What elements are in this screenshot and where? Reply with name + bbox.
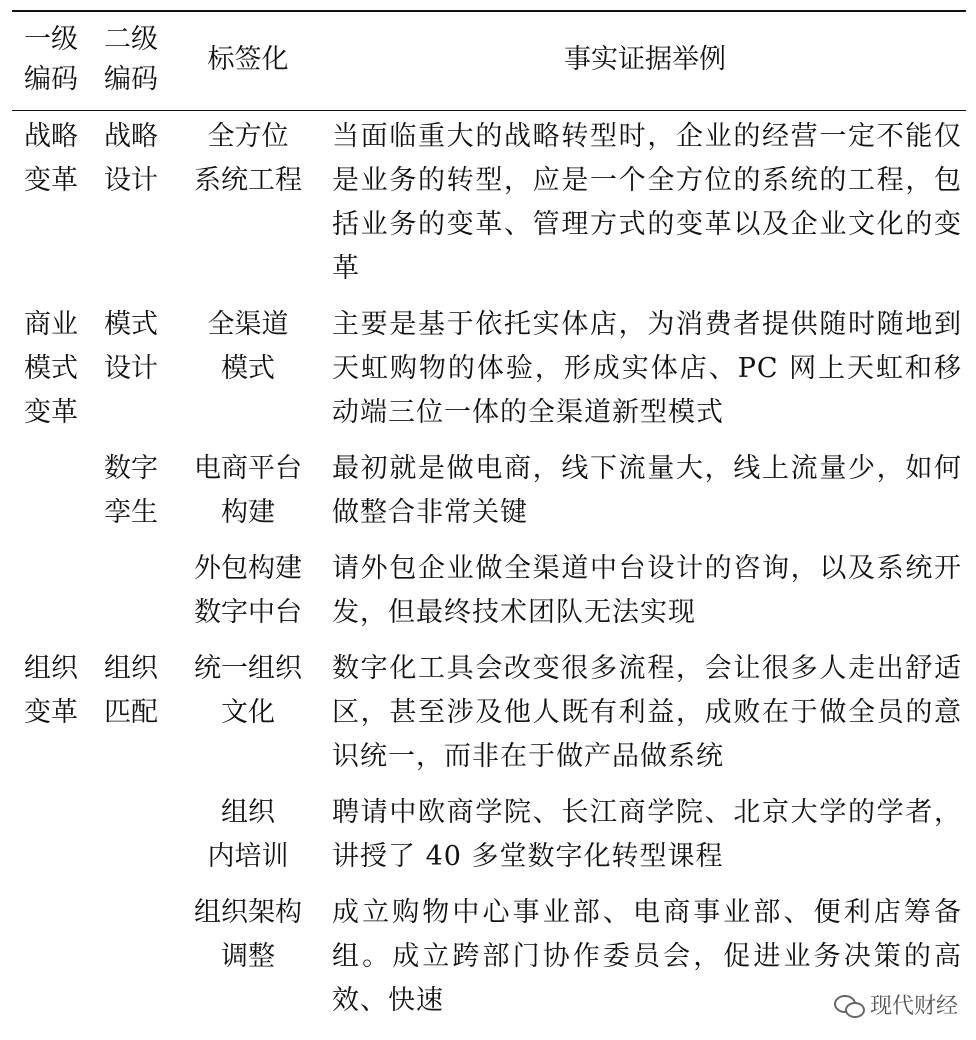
- cell-level2: 战略 设计: [104, 121, 158, 196]
- table-row: [12, 643, 966, 787]
- cell-level1: 组织 变革: [24, 653, 78, 728]
- coding-table: [12, 10, 966, 1031]
- cell-evidence: 请外包企业做全渠道中台设计的咨询，以及系统开发，但最终技术团队无法实现: [332, 553, 962, 628]
- table-row: [12, 443, 966, 543]
- cell-level1: [12, 787, 90, 887]
- table-row: [12, 299, 966, 443]
- cell-tag: 统一组织 文化: [194, 653, 302, 728]
- cell-tag: 组织 内培训: [207, 797, 289, 872]
- table-body: [12, 111, 966, 1032]
- header-evidence: 事实证据举例: [564, 44, 726, 75]
- cell-level2: 组织 匹配: [104, 653, 158, 728]
- cell-tag: 组织架构 调整: [194, 897, 302, 972]
- table-row: [12, 543, 966, 643]
- cell-tag: 外包构建 数字中台: [194, 553, 302, 628]
- cell-level2: 数字 孪生: [104, 453, 158, 528]
- cell-level2: 模式 设计: [104, 309, 158, 384]
- wechat-icon: [834, 993, 864, 1017]
- cell-level2: [90, 887, 172, 1031]
- table-row: [12, 111, 966, 300]
- table-row: [12, 787, 966, 887]
- header-level1-code: 一级 编码: [24, 24, 78, 95]
- cell-level2: [90, 543, 172, 643]
- cell-evidence: 当面临重大的战略转型时，企业的经营一定不能仅是业务的转型，应是一个全方位的系统的工程，包括业务的变革、管理方式的变革以及企业文化的变革: [332, 121, 962, 284]
- header-level2-code: 二级 编码: [104, 24, 158, 95]
- table-header: [12, 11, 966, 111]
- cell-evidence: 成立购物中心事业部、电商事业部、便利店筹备组。成立跨部门协作委员会，促进业务决策的高效、快速: [332, 897, 962, 1016]
- cell-evidence: 主要是基于依托实体店，为消费者提供随时随地到天虹购物的体验，形成实体店、PC 网上天虹和移动端三位一体的全渠道新型模式: [332, 309, 962, 428]
- table-row: [12, 887, 966, 1031]
- cell-evidence: 最初就是做电商，线下流量大，线上流量少，如何做整合非常关键: [332, 453, 962, 528]
- watermark-text: 现代财经: [869, 994, 958, 1019]
- cell-evidence: 数字化工具会改变很多流程，会让很多人走出舒适区，甚至涉及他人既有利益，成败在于做全员的意识统一，而非在于做产品做系统: [332, 653, 962, 772]
- cell-tag: 全方位 系统工程: [194, 121, 302, 196]
- cell-tag: 电商平台 构建: [194, 453, 302, 528]
- coding-table-container: [12, 10, 966, 1031]
- watermark: [834, 989, 958, 1020]
- cell-level1: [12, 887, 90, 1031]
- cell-level2: [90, 787, 172, 887]
- cell-level1: [12, 543, 90, 643]
- cell-evidence: 聘请中欧商学院、长江商学院、北京大学的学者，讲授了 40 多堂数字化转型课程: [332, 797, 962, 872]
- cell-level1: 战略 变革: [24, 121, 78, 196]
- cell-tag: 全渠道 模式: [207, 309, 289, 384]
- cell-level1: 商业 模式 变革: [24, 309, 78, 428]
- header-tag: 标签化: [207, 44, 289, 75]
- cell-level1: [12, 443, 90, 543]
